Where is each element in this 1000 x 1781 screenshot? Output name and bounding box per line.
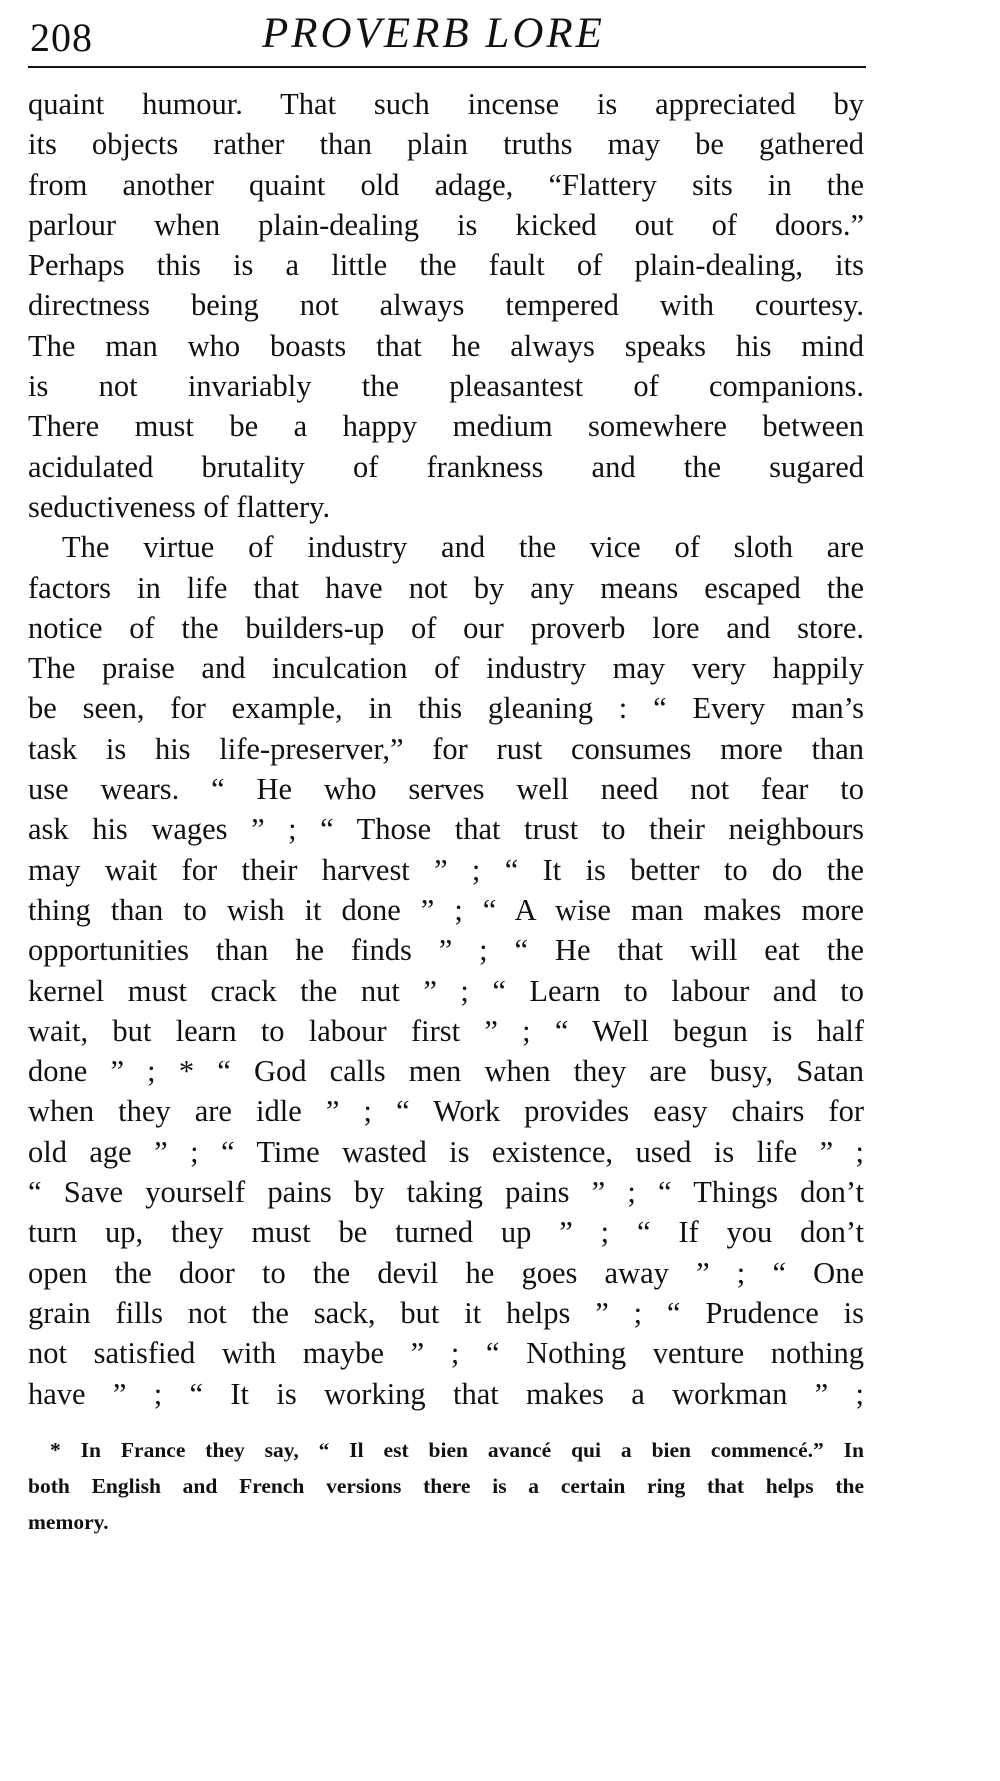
text-line: grain fills not the sack, but it helps ” ; “ Prudence is [28,1295,864,1330]
text-line: There must be a happy medium somewhere between [28,409,864,444]
text-line: The praise and inculcation of industry may very happily [28,651,864,686]
text-line: ask his wages ” ; “ Those that trust to their neighbours [28,812,864,847]
text-line: parlour when plain-dealing is kicked out of doors.” [28,207,864,242]
text-line: The virtue of industry and the vice of sloth are [62,530,864,565]
text-line: when they are idle ” ; “ Work provides easy chairs for [28,1094,864,1129]
text-line: The man who boasts that he always speaks his mind [28,328,864,363]
footnote-line: both English and French versions there is a certain ring that helps the [28,1474,864,1498]
text-line: have ” ; “ It is working that makes a workman ” ; [28,1376,864,1411]
text-line: is not invariably the pleasantest of companions. [28,369,864,404]
text-line: wait, but learn to labour first ” ; “ Well begun is half [28,1013,864,1048]
text-line: factors in life that have not by any means escaped the [28,570,864,605]
text-line: seductiveness of flattery. [28,489,331,524]
footnote-line: memory. [28,1510,109,1534]
header-rule [28,66,866,68]
text-line: turn up, they must be turned up ” ; “ If you don’t [28,1215,864,1250]
text-line: old age ” ; “ Time wasted is existence, used is life ” ; [28,1134,864,1169]
text-line: use wears. “ He who serves well need not fear to [28,772,864,807]
text-line: be seen, for example, in this gleaning : “ Every man’s [28,691,864,726]
text-line: Perhaps this is a little the fault of plain-dealing, its [28,248,864,283]
text-line: thing than to wish it done ” ; “ A wise man makes more [28,892,864,927]
text-line: opportunities than he finds ” ; “ He that will eat the [28,933,864,968]
text-line: “ Save yourself pains by taking pains ” ; “ Things don’t [28,1175,864,1210]
text-line: directness being not always tempered with courtesy. [28,288,864,323]
text-line: kernel must crack the nut ” ; “ Learn to labour and to [28,973,864,1008]
text-line: its objects rather than plain truths may be gathered [28,127,864,162]
text-line: not satisfied with maybe ” ; “ Nothing venture nothing [28,1336,864,1371]
body-text [28,84,864,1414]
text-line: from another quaint old adage, “Flattery sits in the [28,167,864,202]
footnote [28,1432,864,1540]
page-number: 208 [30,15,93,60]
text-line: task is his life-preserver,” for rust consumes more than [28,731,864,766]
text-line: notice of the builders-up of our proverb lore and store. [28,610,864,645]
text-line: quaint humour. That such incense is appreciated by [28,87,864,121]
footnote-line: * In France they say, “ Il est bien avancé qui a bien commencé.” In [50,1438,864,1462]
text-line: acidulated brutality of frankness and the sugared [28,449,864,484]
text-line: open the door to the devil he goes away ” ; “ One [28,1255,864,1290]
page-header [30,8,865,72]
running-title: PROVERB LORE [262,10,605,57]
text-line: may wait for their harvest ” ; “ It is better to do the [28,852,864,887]
text-line: done ” ; * “ God calls men when they are busy, Satan [28,1054,864,1089]
